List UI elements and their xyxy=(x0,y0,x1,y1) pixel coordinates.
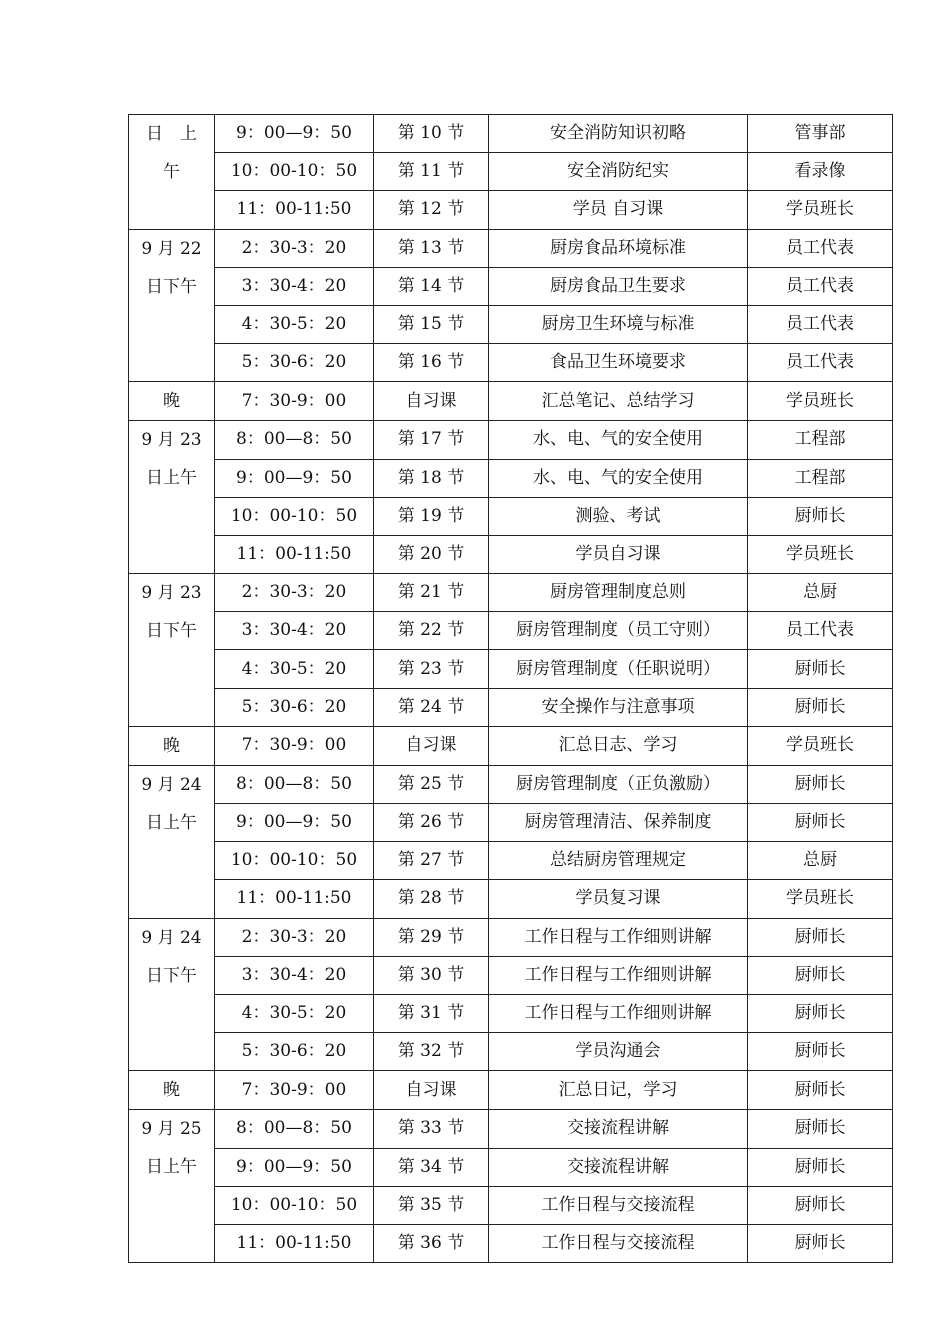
table-row xyxy=(129,1071,893,1110)
session-number-cell: 第 16 节 xyxy=(374,344,489,382)
topic-cell: 学员复习课 xyxy=(489,880,748,918)
table-row xyxy=(129,191,893,229)
topic-cell: 厨房管理制度总则 xyxy=(489,574,748,612)
instructor-cell: 学员班长 xyxy=(748,726,893,765)
instructor-cell: 厨师长 xyxy=(748,1186,893,1224)
time-slot-cell: 4：30-5：20 xyxy=(215,994,374,1032)
topic-cell: 工作日程与交接流程 xyxy=(489,1224,748,1262)
time-slot-cell: 8：00—8：50 xyxy=(215,421,374,459)
instructor-cell: 厨师长 xyxy=(748,497,893,535)
time-slot-cell: 7：30-9：00 xyxy=(215,726,374,765)
topic-cell: 学员沟通会 xyxy=(489,1033,748,1071)
instructor-cell: 厨师长 xyxy=(748,918,893,956)
table-row xyxy=(129,842,893,880)
session-number-cell: 第 12 节 xyxy=(374,191,489,229)
topic-cell: 工作日程与工作细则讲解 xyxy=(489,994,748,1032)
instructor-cell: 厨师长 xyxy=(748,765,893,803)
topic-cell: 厨房管理制度（任职说明） xyxy=(489,650,748,688)
session-number-cell: 第 18 节 xyxy=(374,459,489,497)
time-slot-cell: 9：00—9：50 xyxy=(215,804,374,842)
table-row xyxy=(129,115,893,153)
topic-cell: 交接流程讲解 xyxy=(489,1148,748,1186)
day-period-label: 9 月 22 xyxy=(141,238,202,259)
instructor-cell: 员工代表 xyxy=(748,267,893,305)
instructor-cell: 厨师长 xyxy=(748,1110,893,1148)
session-number-cell: 自习课 xyxy=(374,1071,489,1110)
topic-cell: 工作日程与工作细则讲解 xyxy=(489,918,748,956)
time-slot-cell: 8：00—8：50 xyxy=(215,765,374,803)
instructor-cell: 学员班长 xyxy=(748,382,893,421)
table-row xyxy=(129,918,893,956)
session-number-cell: 第 26 节 xyxy=(374,804,489,842)
topic-cell: 汇总笔记、总结学习 xyxy=(489,382,748,421)
time-slot-cell: 3：30-4：20 xyxy=(215,267,374,305)
time-slot-cell: 9：00—9：50 xyxy=(215,459,374,497)
day-period-label: 9 月 24 xyxy=(141,927,202,948)
topic-cell: 水、电、气的安全使用 xyxy=(489,459,748,497)
topic-cell: 总结厨房管理规定 xyxy=(489,842,748,880)
session-number-cell: 第 31 节 xyxy=(374,994,489,1032)
instructor-cell: 学员班长 xyxy=(748,535,893,573)
session-number-cell: 第 28 节 xyxy=(374,880,489,918)
time-slot-cell: 9：00—9：50 xyxy=(215,1148,374,1186)
table-row xyxy=(129,804,893,842)
topic-cell: 安全消防纪实 xyxy=(489,153,748,191)
session-number-cell: 第 24 节 xyxy=(374,688,489,726)
time-slot-cell: 10：00-10：50 xyxy=(215,497,374,535)
time-slot-cell: 10：00-10：50 xyxy=(215,842,374,880)
topic-cell: 工作日程与工作细则讲解 xyxy=(489,956,748,994)
table-row xyxy=(129,535,893,573)
topic-cell: 安全操作与注意事项 xyxy=(489,688,748,726)
schedule-body xyxy=(129,115,893,1263)
time-slot-cell: 11：00-11:50 xyxy=(215,191,374,229)
session-number-cell: 第 10 节 xyxy=(374,115,489,153)
topic-cell: 交接流程讲解 xyxy=(489,1110,748,1148)
day-period-label: 日 上 xyxy=(146,124,197,144)
day-period-cell xyxy=(129,1110,215,1263)
day-period-label: 日上午 xyxy=(146,468,197,489)
table-row xyxy=(129,459,893,497)
session-number-cell: 第 35 节 xyxy=(374,1186,489,1224)
topic-cell: 工作日程与交接流程 xyxy=(489,1186,748,1224)
session-number-cell: 第 30 节 xyxy=(374,956,489,994)
time-slot-cell: 2：30-3：20 xyxy=(215,574,374,612)
time-slot-cell: 8：00—8：50 xyxy=(215,1110,374,1148)
table-row xyxy=(129,153,893,191)
table-row xyxy=(129,305,893,343)
session-number-cell: 第 34 节 xyxy=(374,1148,489,1186)
instructor-cell: 厨师长 xyxy=(748,1071,893,1110)
day-period-label: 晚 xyxy=(163,1080,180,1101)
table-row xyxy=(129,267,893,305)
topic-cell: 学员 自习课 xyxy=(489,191,748,229)
table-row xyxy=(129,1186,893,1224)
time-slot-cell: 5：30-6：20 xyxy=(215,688,374,726)
day-period-label: 日下午 xyxy=(146,965,197,986)
session-number-cell: 第 14 节 xyxy=(374,267,489,305)
day-period-label: 日上午 xyxy=(146,1157,197,1178)
day-period-label: 9 月 24 xyxy=(141,774,202,795)
day-period-label: 晚 xyxy=(163,735,180,756)
instructor-cell: 厨师长 xyxy=(748,1148,893,1186)
time-slot-cell: 7：30-9：00 xyxy=(215,1071,374,1110)
session-number-cell: 第 25 节 xyxy=(374,765,489,803)
day-period-cell xyxy=(129,765,215,918)
session-number-cell: 第 22 节 xyxy=(374,612,489,650)
day-period-cell xyxy=(129,421,215,574)
day-period-cell xyxy=(129,382,215,421)
day-period-label: 午 xyxy=(163,162,180,182)
table-row xyxy=(129,726,893,765)
day-period-cell xyxy=(129,574,215,727)
table-row xyxy=(129,1224,893,1262)
time-slot-cell: 3：30-4：20 xyxy=(215,612,374,650)
time-slot-cell: 9：00—9：50 xyxy=(215,115,374,153)
instructor-cell: 厨师长 xyxy=(748,956,893,994)
session-number-cell: 第 27 节 xyxy=(374,842,489,880)
table-row xyxy=(129,574,893,612)
instructor-cell: 员工代表 xyxy=(748,305,893,343)
time-slot-cell: 4：30-5：20 xyxy=(215,305,374,343)
table-row xyxy=(129,497,893,535)
table-row xyxy=(129,765,893,803)
day-period-label: 9 月 23 xyxy=(141,583,202,604)
table-row xyxy=(129,1148,893,1186)
instructor-cell: 学员班长 xyxy=(748,191,893,229)
day-period-label: 日下午 xyxy=(146,276,197,297)
instructor-cell: 员工代表 xyxy=(748,229,893,267)
topic-cell: 厨房食品卫生要求 xyxy=(489,267,748,305)
day-period-cell xyxy=(129,229,215,382)
day-period-label: 9 月 25 xyxy=(141,1119,202,1140)
instructor-cell: 工程部 xyxy=(748,421,893,459)
day-period-label: 9 月 23 xyxy=(141,430,202,451)
table-row xyxy=(129,994,893,1032)
day-period-cell xyxy=(129,1071,215,1110)
session-number-cell: 第 11 节 xyxy=(374,153,489,191)
topic-cell: 水、电、气的安全使用 xyxy=(489,421,748,459)
session-number-cell: 第 29 节 xyxy=(374,918,489,956)
topic-cell: 食品卫生环境要求 xyxy=(489,344,748,382)
time-slot-cell: 7：30-9：00 xyxy=(215,382,374,421)
topic-cell: 汇总日记，学习 xyxy=(489,1071,748,1110)
instructor-cell: 总厨 xyxy=(748,842,893,880)
session-number-cell: 自习课 xyxy=(374,726,489,765)
day-period-label: 晚 xyxy=(163,391,180,412)
time-slot-cell: 4：30-5：20 xyxy=(215,650,374,688)
table-row xyxy=(129,344,893,382)
time-slot-cell: 2：30-3：20 xyxy=(215,918,374,956)
instructor-cell: 员工代表 xyxy=(748,344,893,382)
table-row xyxy=(129,1033,893,1071)
table-row xyxy=(129,650,893,688)
topic-cell: 厨房管理制度（员工守则） xyxy=(489,612,748,650)
session-number-cell: 第 33 节 xyxy=(374,1110,489,1148)
topic-cell: 安全消防知识初略 xyxy=(489,115,748,153)
table-row xyxy=(129,421,893,459)
time-slot-cell: 10：00-10：50 xyxy=(215,1186,374,1224)
session-number-cell: 第 20 节 xyxy=(374,535,489,573)
table-row xyxy=(129,612,893,650)
instructor-cell: 厨师长 xyxy=(748,994,893,1032)
topic-cell: 厨房卫生环境与标准 xyxy=(489,305,748,343)
table-row xyxy=(129,956,893,994)
session-number-cell: 第 23 节 xyxy=(374,650,489,688)
session-number-cell: 第 36 节 xyxy=(374,1224,489,1262)
table-row xyxy=(129,1110,893,1148)
instructor-cell: 厨师长 xyxy=(748,688,893,726)
instructor-cell: 厨师长 xyxy=(748,1033,893,1071)
day-period-label: 日上午 xyxy=(146,812,197,833)
instructor-cell: 管事部 xyxy=(748,115,893,153)
time-slot-cell: 11：00-11:50 xyxy=(215,880,374,918)
table-row xyxy=(129,382,893,421)
session-number-cell: 第 17 节 xyxy=(374,421,489,459)
topic-cell: 测验、考试 xyxy=(489,497,748,535)
table-row xyxy=(129,229,893,267)
time-slot-cell: 5：30-6：20 xyxy=(215,1033,374,1071)
instructor-cell: 学员班长 xyxy=(748,880,893,918)
session-number-cell: 自习课 xyxy=(374,382,489,421)
instructor-cell: 看录像 xyxy=(748,153,893,191)
day-period-label: 日下午 xyxy=(146,621,197,642)
table-row xyxy=(129,880,893,918)
time-slot-cell: 11：00-11:50 xyxy=(215,1224,374,1262)
topic-cell: 厨房管理制度（正负激励） xyxy=(489,765,748,803)
instructor-cell: 厨师长 xyxy=(748,804,893,842)
instructor-cell: 员工代表 xyxy=(748,612,893,650)
session-number-cell: 第 13 节 xyxy=(374,229,489,267)
topic-cell: 厨房食品环境标准 xyxy=(489,229,748,267)
day-period-cell xyxy=(129,918,215,1071)
training-schedule-table xyxy=(128,114,893,1263)
time-slot-cell: 3：30-4：20 xyxy=(215,956,374,994)
topic-cell: 厨房管理清洁、保养制度 xyxy=(489,804,748,842)
instructor-cell: 总厨 xyxy=(748,574,893,612)
session-number-cell: 第 15 节 xyxy=(374,305,489,343)
topic-cell: 汇总日志、学习 xyxy=(489,726,748,765)
topic-cell: 学员自习课 xyxy=(489,535,748,573)
day-period-cell xyxy=(129,726,215,765)
instructor-cell: 工程部 xyxy=(748,459,893,497)
table-row xyxy=(129,688,893,726)
day-period-cell xyxy=(129,115,215,230)
session-number-cell: 第 32 节 xyxy=(374,1033,489,1071)
instructor-cell: 厨师长 xyxy=(748,650,893,688)
instructor-cell: 厨师长 xyxy=(748,1224,893,1262)
time-slot-cell: 5：30-6：20 xyxy=(215,344,374,382)
session-number-cell: 第 21 节 xyxy=(374,574,489,612)
time-slot-cell: 10：00-10：50 xyxy=(215,153,374,191)
session-number-cell: 第 19 节 xyxy=(374,497,489,535)
time-slot-cell: 2：30-3：20 xyxy=(215,229,374,267)
time-slot-cell: 11：00-11:50 xyxy=(215,535,374,573)
